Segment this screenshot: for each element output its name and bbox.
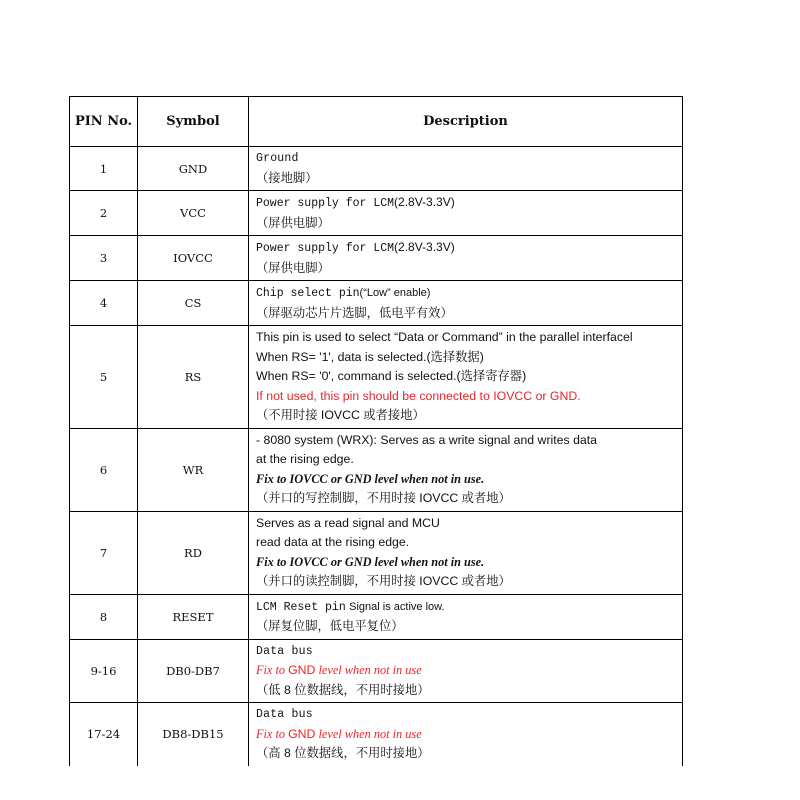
pin-symbol: RD	[138, 511, 249, 594]
warning-prefix: Fix to	[256, 726, 286, 741]
pin-number: 1	[70, 147, 138, 191]
pin-description-table	[69, 96, 683, 766]
table-row	[70, 639, 683, 703]
pin-description	[249, 147, 683, 191]
description-line: Serves as a read signal and MCU	[256, 515, 440, 530]
enable-note: (“Low” enable)	[359, 287, 431, 299]
header-pin-no: PIN No.	[70, 97, 138, 147]
pin-number: 6	[70, 428, 138, 511]
pin-number: 8	[70, 594, 138, 639]
pin-number: 17-24	[70, 703, 138, 766]
description-line: （屏驱动芯片片选脚，低电平有效）	[256, 305, 453, 320]
gnd-label: GND	[288, 663, 316, 677]
table-row	[70, 326, 683, 429]
description-text: Chip select pin	[256, 287, 360, 300]
pin-symbol: GND	[138, 147, 249, 191]
description-line	[256, 193, 682, 214]
note-line: Fix to IOVCC or GND level when not in use.	[256, 554, 485, 569]
description-line: Ground	[256, 152, 299, 165]
description-line: When RS= '1', data is selected.(选择数据)	[256, 349, 484, 364]
table-row	[70, 281, 683, 326]
voltage-range: (2.8V-3.3V)	[394, 240, 455, 254]
description-line: （屏供电脚）	[256, 260, 330, 275]
pin-symbol: IOVCC	[138, 236, 249, 281]
header-description: Description	[249, 97, 683, 147]
pin-number: 5	[70, 326, 138, 429]
description-line: at the rising edge.	[256, 452, 354, 466]
pin-description	[249, 191, 683, 236]
pin-symbol: VCC	[138, 191, 249, 236]
table-row	[70, 147, 683, 191]
pin-symbol: RS	[138, 326, 249, 429]
description-line	[256, 238, 682, 259]
description-line: （高 8 位数据线，不用时接地）	[256, 746, 430, 760]
pin-description	[249, 281, 683, 326]
description-line: - 8080 system (WRX): Serves as a write signal and writes data	[256, 432, 598, 447]
description-line: Data bus	[256, 644, 313, 658]
description-line	[256, 597, 682, 618]
description-line: Data bus	[256, 708, 313, 721]
description-line: （屏复位脚，低电平复位）	[256, 619, 404, 633]
description-line: （接地脚）	[256, 170, 318, 185]
description-line: This pin is used to select “Data or Command” in the parallel interfacel	[256, 330, 633, 344]
description-line: When RS= '0', command is selected.(选择寄存器)	[256, 369, 527, 383]
pin-number: 2	[70, 191, 138, 236]
note-line: Fix to IOVCC or GND level when not in use.	[256, 471, 485, 486]
voltage-range: (2.8V-3.3V)	[394, 195, 455, 209]
warning-line: If not used, this pin should be connected to IOVCC or GND.	[256, 388, 581, 403]
pin-description	[249, 511, 683, 594]
active-low-note: Signal is active low.	[349, 600, 445, 613]
description-line: （屏供电脚）	[256, 215, 330, 230]
pin-symbol: DB8-DB15	[138, 703, 249, 766]
table-row	[70, 703, 683, 766]
pin-description	[249, 639, 683, 703]
pin-number: 3	[70, 236, 138, 281]
table-row	[70, 191, 683, 236]
warning-line	[256, 661, 682, 681]
warning-prefix: Fix to	[256, 663, 286, 677]
pin-description	[249, 703, 683, 766]
pin-symbol: CS	[138, 281, 249, 326]
description-text: Power supply for LCM	[256, 242, 395, 255]
pin-symbol: DB0-DB7	[138, 639, 249, 703]
pin-number: 4	[70, 281, 138, 326]
pin-symbol: WR	[138, 428, 249, 511]
pin-symbol: RESET	[138, 594, 249, 639]
description-line: （并口的写控制脚，不用时接 IOVCC 或者地）	[256, 491, 511, 505]
description-line: （不用时接 IOVCC 或者接地）	[256, 408, 425, 422]
header-row	[70, 97, 683, 147]
table-row	[70, 511, 683, 594]
pin-description	[249, 326, 683, 429]
table-row	[70, 594, 683, 639]
description-line: （低 8 位数据线，不用时接地）	[256, 682, 430, 697]
description-line	[256, 283, 682, 304]
pin-description	[249, 594, 683, 639]
description-line: read data at the rising edge.	[256, 535, 410, 549]
description-text: Power supply for LCM	[256, 197, 395, 210]
gnd-label: GND	[288, 726, 316, 741]
table-row	[70, 236, 683, 281]
header-symbol: Symbol	[138, 97, 249, 147]
warning-suffix: level when not in use	[318, 726, 422, 741]
warning-line	[256, 725, 682, 745]
pin-description	[249, 236, 683, 281]
table-row	[70, 428, 683, 511]
description-text: LCM Reset pin	[256, 600, 346, 614]
pin-number: 7	[70, 511, 138, 594]
description-line: （并口的读控制脚，不用时接 IOVCC 或者地）	[256, 574, 511, 588]
pin-description	[249, 428, 683, 511]
warning-suffix: level when not in use	[318, 663, 422, 677]
pin-number: 9-16	[70, 639, 138, 703]
